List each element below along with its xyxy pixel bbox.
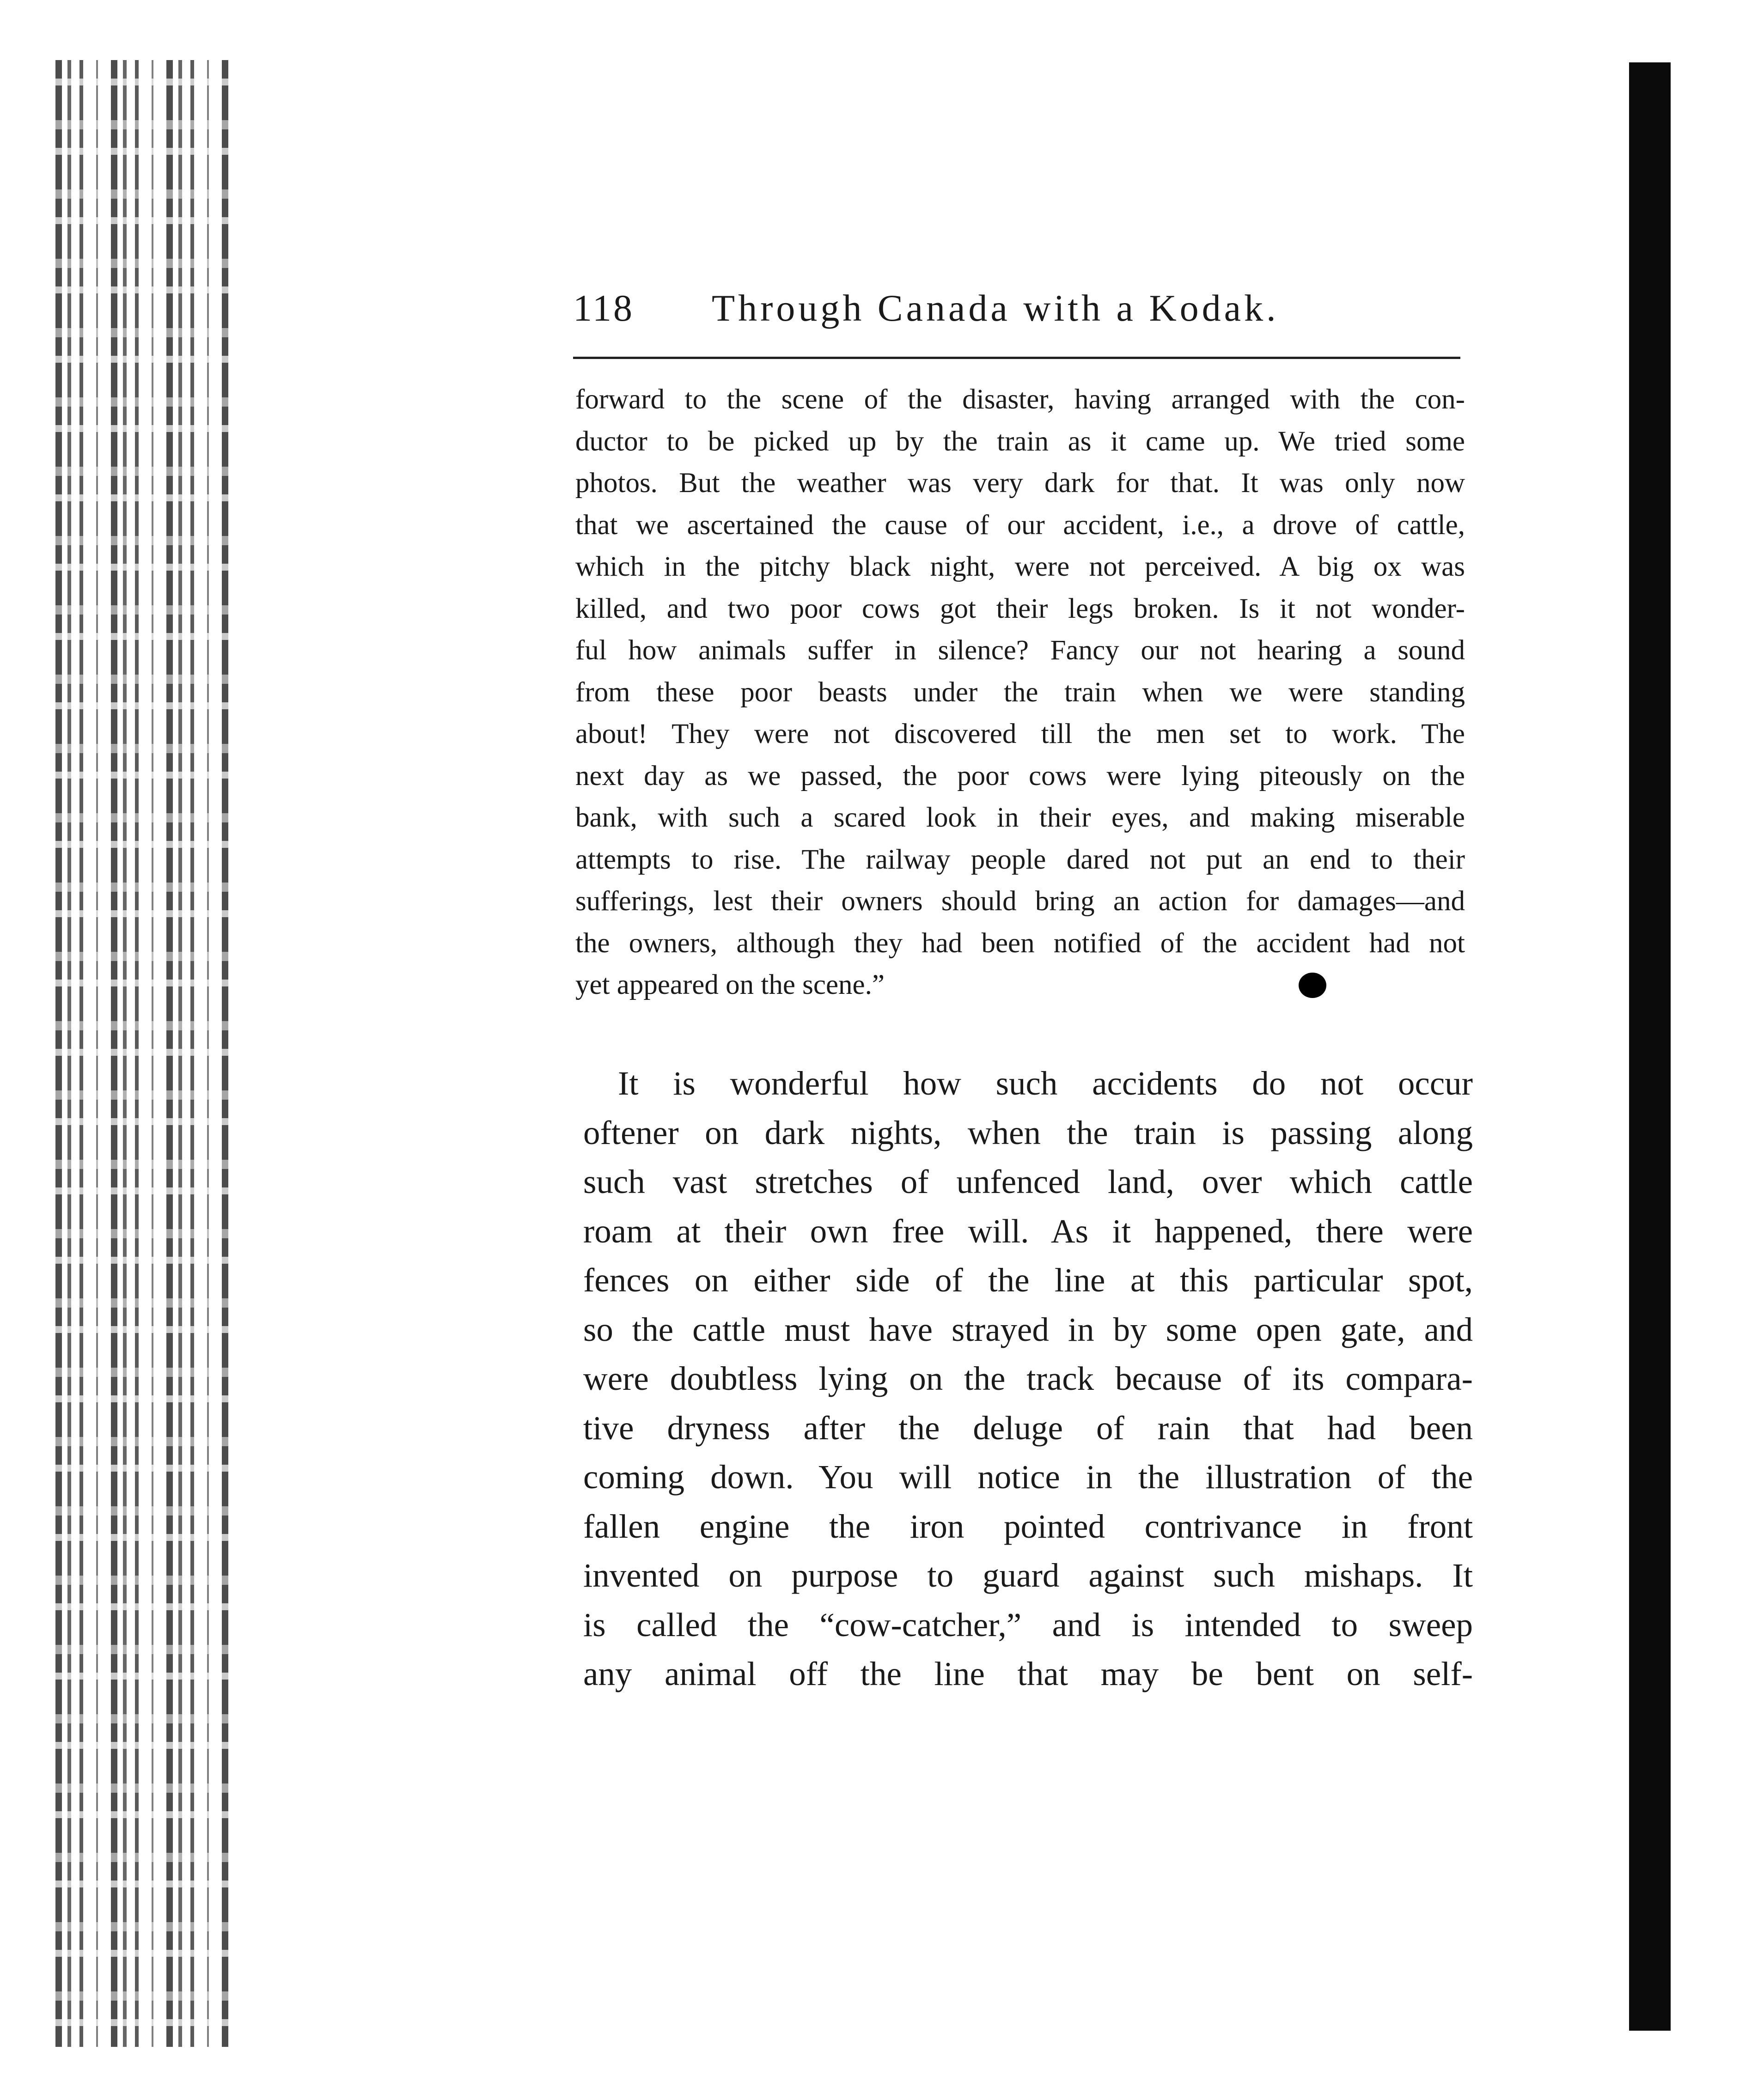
text-line: the owners, although they had been notified of the accident had not xyxy=(575,927,1465,959)
text-line: from these poor beasts under the train when we were standing xyxy=(575,676,1465,708)
scan-border-bar xyxy=(1629,62,1671,2031)
text-line: is called the “cow-catcher,” and is intended to sweep xyxy=(583,1606,1473,1643)
body-paragraph xyxy=(583,1059,1473,1699)
page-header xyxy=(573,286,1460,342)
quoted-passage xyxy=(575,379,1465,1006)
text-line: It is wonderful how such accidents do not occur xyxy=(618,1065,1473,1102)
header-rule xyxy=(573,357,1460,359)
text-line: roam at their own free will. As it happened, there were xyxy=(583,1212,1473,1250)
text-line: forward to the scene of the disaster, having arranged with the con- xyxy=(575,384,1465,415)
text-line: fallen engine the iron pointed contrivance in front xyxy=(583,1507,1473,1545)
text-line: that we ascertained the cause of our accident, i.e., a drove of cattle, xyxy=(575,509,1465,541)
text-line: ful how animals suffer in silence? Fancy our not hearing a sound xyxy=(575,635,1465,666)
text-line: next day as we passed, the poor cows were lying piteously on the xyxy=(575,760,1465,791)
text-line: coming down. You will notice in the illustration of the xyxy=(583,1458,1473,1496)
text-line: attempts to rise. The railway people dared not put an end to their xyxy=(575,844,1465,875)
text-line: which in the pitchy black night, were not perceived. A big ox was xyxy=(575,551,1465,582)
page-number: 118 xyxy=(573,287,634,329)
text-line: about! They were not discovered till the men set to work. The xyxy=(575,718,1465,749)
text-line: killed, and two poor cows got their legs broken. Is it not wonder- xyxy=(575,593,1465,624)
text-line: any animal off the line that may be bent on self- xyxy=(583,1655,1473,1692)
text-line: so the cattle must have strayed in by some open gate, and xyxy=(583,1310,1473,1348)
text-line: ductor to be picked up by the train as it came up. We tried some xyxy=(575,426,1465,457)
text-line: sufferings, lest their owners should bring an action for damages—and xyxy=(575,886,1465,917)
ink-blot xyxy=(1299,973,1326,998)
text-line: invented on purpose to guard against such mishaps. It xyxy=(583,1557,1473,1594)
text-line: tive dryness after the deluge of rain that had been xyxy=(583,1409,1473,1447)
text-line: oftener on dark nights, when the train is passing along xyxy=(583,1114,1473,1151)
scanned-page-edge xyxy=(55,60,231,2047)
text-line: such vast stretches of unfenced land, over which cattle xyxy=(583,1163,1473,1200)
text-line: photos. But the weather was very dark for that. It was only now xyxy=(575,468,1465,499)
text-line: were doubtless lying on the track because of its compara- xyxy=(583,1360,1473,1397)
text-line: bank, with such a scared look in their eyes, and making miserable xyxy=(575,802,1465,833)
text-line: fences on either side of the line at this particular spot, xyxy=(583,1261,1473,1299)
running-title: Through Canada with a Kodak. xyxy=(712,287,1279,329)
text-line: yet appeared on the scene.” xyxy=(575,969,885,1000)
